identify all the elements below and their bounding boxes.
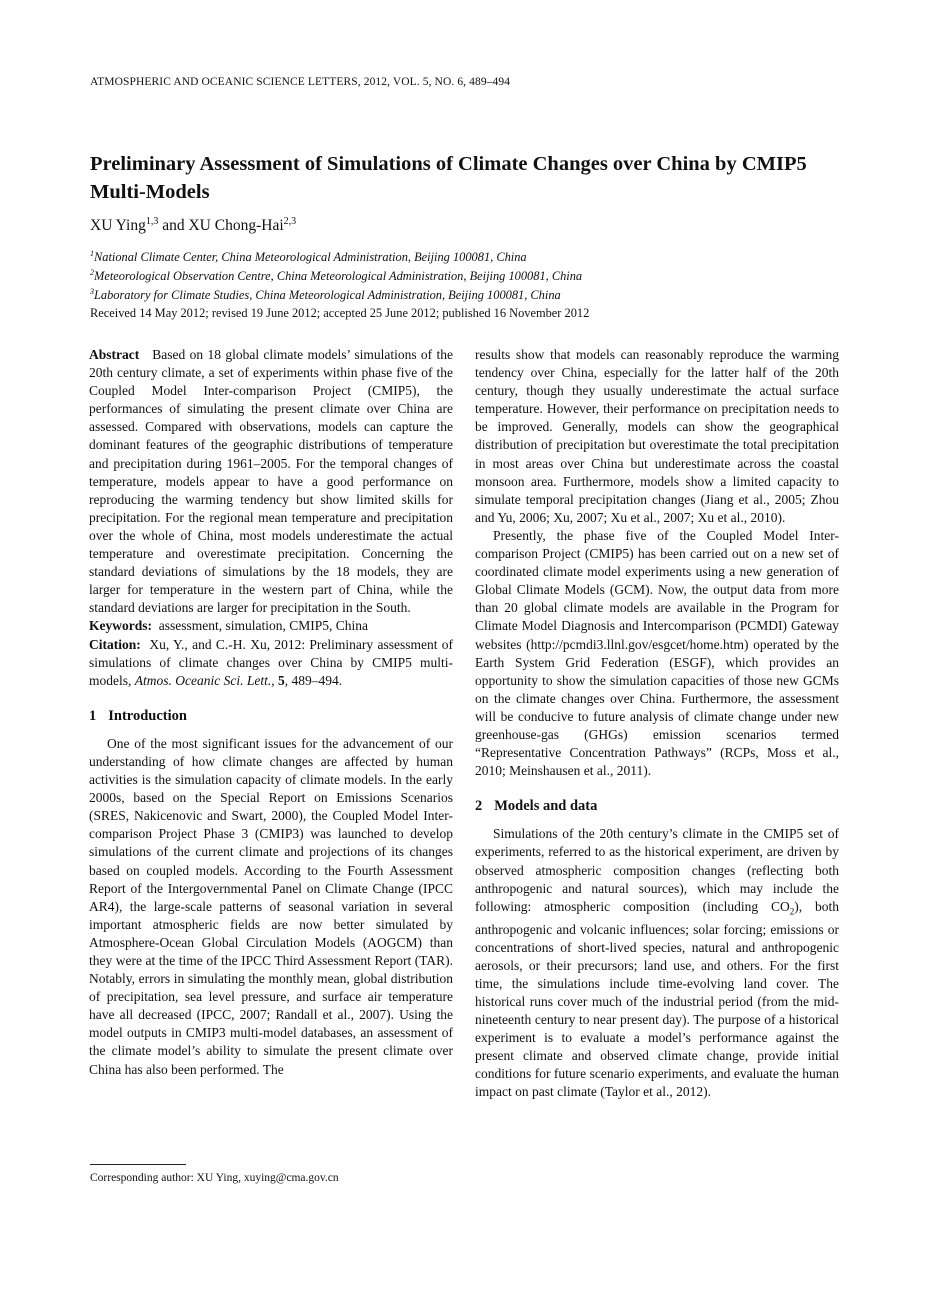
keywords (89, 617, 453, 635)
author-2-name: XU Chong-Hai (188, 217, 284, 235)
author-1-name: XU Ying (90, 217, 146, 235)
affiliation-number: 3 (90, 287, 94, 297)
intro-paragraph-1-continued: results show that models can reasonably reproduce the warming tendency over China, especially for the latter half of the 20th century, though they usually underestimate the actual surface temperature. However, their performance on precipitation needs to be improved. Generally, models can show the geographical distribution of precipitation but overestimate the total precipitation in most areas over China but underestimate across the coastal monsoon area. Furthermore, models show a limited capacity to simulate temporal precipitation changes (Jiang et al., 2005; Zhou and Yu, 2006; Xu, 2007; Xu et al., 2007; Xu et al., 2010). (475, 347, 839, 525)
citation-separator: , (271, 672, 278, 688)
affiliation-text: Meteorological Observation Centre, China Meteorological Administration, Beijing 100081, China (94, 269, 583, 284)
footnote-divider (90, 1164, 186, 1165)
intro-paragraph-2: Presently, the phase five of the Coupled Model Inter-comparison Project (CMIP5) has been carried out on a new set of coordinated climate model experiments using a new generation of Global Climate Models (GCM). Now, the output data from more than 20 global climate models are available in the Program for Climate Model Diagnosis and Intercomparison (PCMDI) Gateway websites (http://pcmdi3.llnl.gov/esgcet/home.htm) operated by the Earth System Grid Federation (ESGF), which provides an opportunity to show the simulation capacities of those new GCMs on the climate changes over China. Furthermore, the assessment will be conducive to future analysis of climate change under new greenhouse-gas (GHGs) emission scenarios termed “Representative Concentration Pathways” (RCPs, Moss et al., 2010; Meinshausen et al., 2011). (475, 527, 839, 779)
co2-subscript: 2 (789, 906, 795, 917)
models-paragraph-1-part-a: Simulations of the 20th century’s climate in the CMIP5 set of experiments, referred to as the historical experiment, are driven by observed atmospheric composition changes (reflecting both anthropogenic and natural sources), which may include the following: atmospheric composition (including CO (475, 826, 839, 914)
keywords-label: Keywords: (89, 618, 152, 634)
section-2-heading (475, 797, 839, 815)
author-conjunction: and (158, 217, 189, 235)
citation-label: Citation: (89, 636, 141, 652)
keywords-text: assessment, simulation, CMIP5, China (158, 618, 368, 634)
affiliation-number: 1 (90, 249, 94, 258)
left-column (89, 346, 453, 1079)
models-paragraph-1-part-b: ), both anthropogenic and volcanic influences; solar forcing; emissions or concentrations of short-lived species, natural and anthropogenic aerosols, or their precursors; land use, and others. For the first time, the simulations include time-evolving land cover. The historical runs cover much of the industrial period (from the mid-nineteenth century to near present day). The purpose of a historical experiment is to evaluate a model’s performance against the present climate and observed climate change, provide initial conditions for future scenario experiments, and evaluate the human impact on past climate (Taylor et al., 2012). (475, 898, 840, 1100)
author-1-affiliation-marks: 1,3 (145, 216, 159, 227)
citation-journal: Atmos. Oceanic Sci. Lett. (134, 672, 272, 688)
section-1-number: 1 (89, 707, 97, 724)
citation-text: Xu, Y., and C.-H. Xu, 2012: Preliminary assessment of simulations of climate changes over China by CMIP5 multi-models, (89, 636, 453, 688)
citation-volume: 5 (277, 672, 285, 688)
affiliation-text: Laboratory for Climate Studies, China Meteorological Administration, Beijing 100081, China (94, 288, 561, 303)
affiliation-number: 2 (90, 268, 94, 278)
section-1-title: Introduction (108, 707, 187, 724)
abstract-text: Based on 18 global climate models’ simulations of the 20th century climate, a set of experiments within phase five of the Coupled Model Inter-comparison Project (CMIP5), the performances of simulating the present climate over China are assessed. Compared with observations, models can capture the dominant features of the geographic distributions of temperature and precipitation during 1961–2005. For the temporal changes of temperature, models appear to have a good performance on reproducing the warming tendency but show limited skills for precipitation. For the regional mean temperature and precipitation over the whole of China, most models underestimate the actual temperature and overestimate precipitation. Concerning the standard deviations of simulations by the 18 models, they are larger for temperature in the western part of China, while the standard deviations are larger for precipitation in the South. (89, 347, 454, 616)
journal-header: ATMOSPHERIC AND OCEANIC SCIENCE LETTERS, 2012, VOL. 5, NO. 6, 489–494 (90, 76, 511, 88)
author-2-affiliation-marks: 2,3 (283, 216, 297, 227)
section-2-title: Models and data (494, 798, 598, 815)
received-dates: Received 14 May 2012; revised 19 June 2012; accepted 25 June 2012; published 16 November 2012 (90, 306, 590, 320)
right-column (475, 346, 839, 1101)
paper-title: Preliminary Assessment of Simulations of Climate Changes over China by CMIP5 Multi-Models (90, 153, 807, 203)
affiliation-text: National Climate Center, China Meteorological Administration, Beijing 100081, China (94, 250, 527, 265)
abstract-label: Abstract (89, 347, 140, 362)
affiliation-list (90, 246, 582, 303)
section-1-heading (89, 707, 453, 725)
corresponding-author-footnote: Corresponding author: XU Ying, xuying@cma.gov.cn (90, 1172, 339, 1184)
intro-paragraph-1: One of the most significant issues for the advancement of our understanding of how climate changes are affected by human activities is the simulation capacity of climate models. In the early 2000s, based on the Special Report on Emissions Scenarios (SRES, Nakicenovic and Swart, 2000), the Coupled Model Inter-comparison Project Phase 3 (CMIP3) was launched to develop simulations of the current climate and projections of its changes based on coupled models. According to the Fourth Assessment Report of the Intergovernmental Panel on Climate Change (IPCC AR4), the large-scale patterns of seasonal variation in several important atmospheric fields are now better simulated by Atmosphere-Ocean Global Circulation Models (AOGCM) than they were at the time of the IPCC Third Assessment Report (TAR). Notably, errors in simulating the monthly mean, global distribution of precipitation, sea level pressure, and surface air temperature have all decreased (IPCC, 2007; Randall et al., 2007). Using the model outputs in CMIP3 multi-model databases, an assessment of the climate model’s ability to simulate the present climate over China has also been performed. The (89, 735, 453, 1077)
affiliation-item (90, 246, 582, 265)
author-list (90, 216, 296, 235)
abstract (89, 346, 453, 617)
citation-pages: , 489–494. (284, 672, 343, 688)
section-2-number: 2 (475, 798, 483, 815)
affiliation-item (90, 284, 582, 303)
citation (89, 636, 453, 690)
models-paragraph-1 (475, 825, 839, 1101)
affiliation-item (90, 265, 582, 284)
